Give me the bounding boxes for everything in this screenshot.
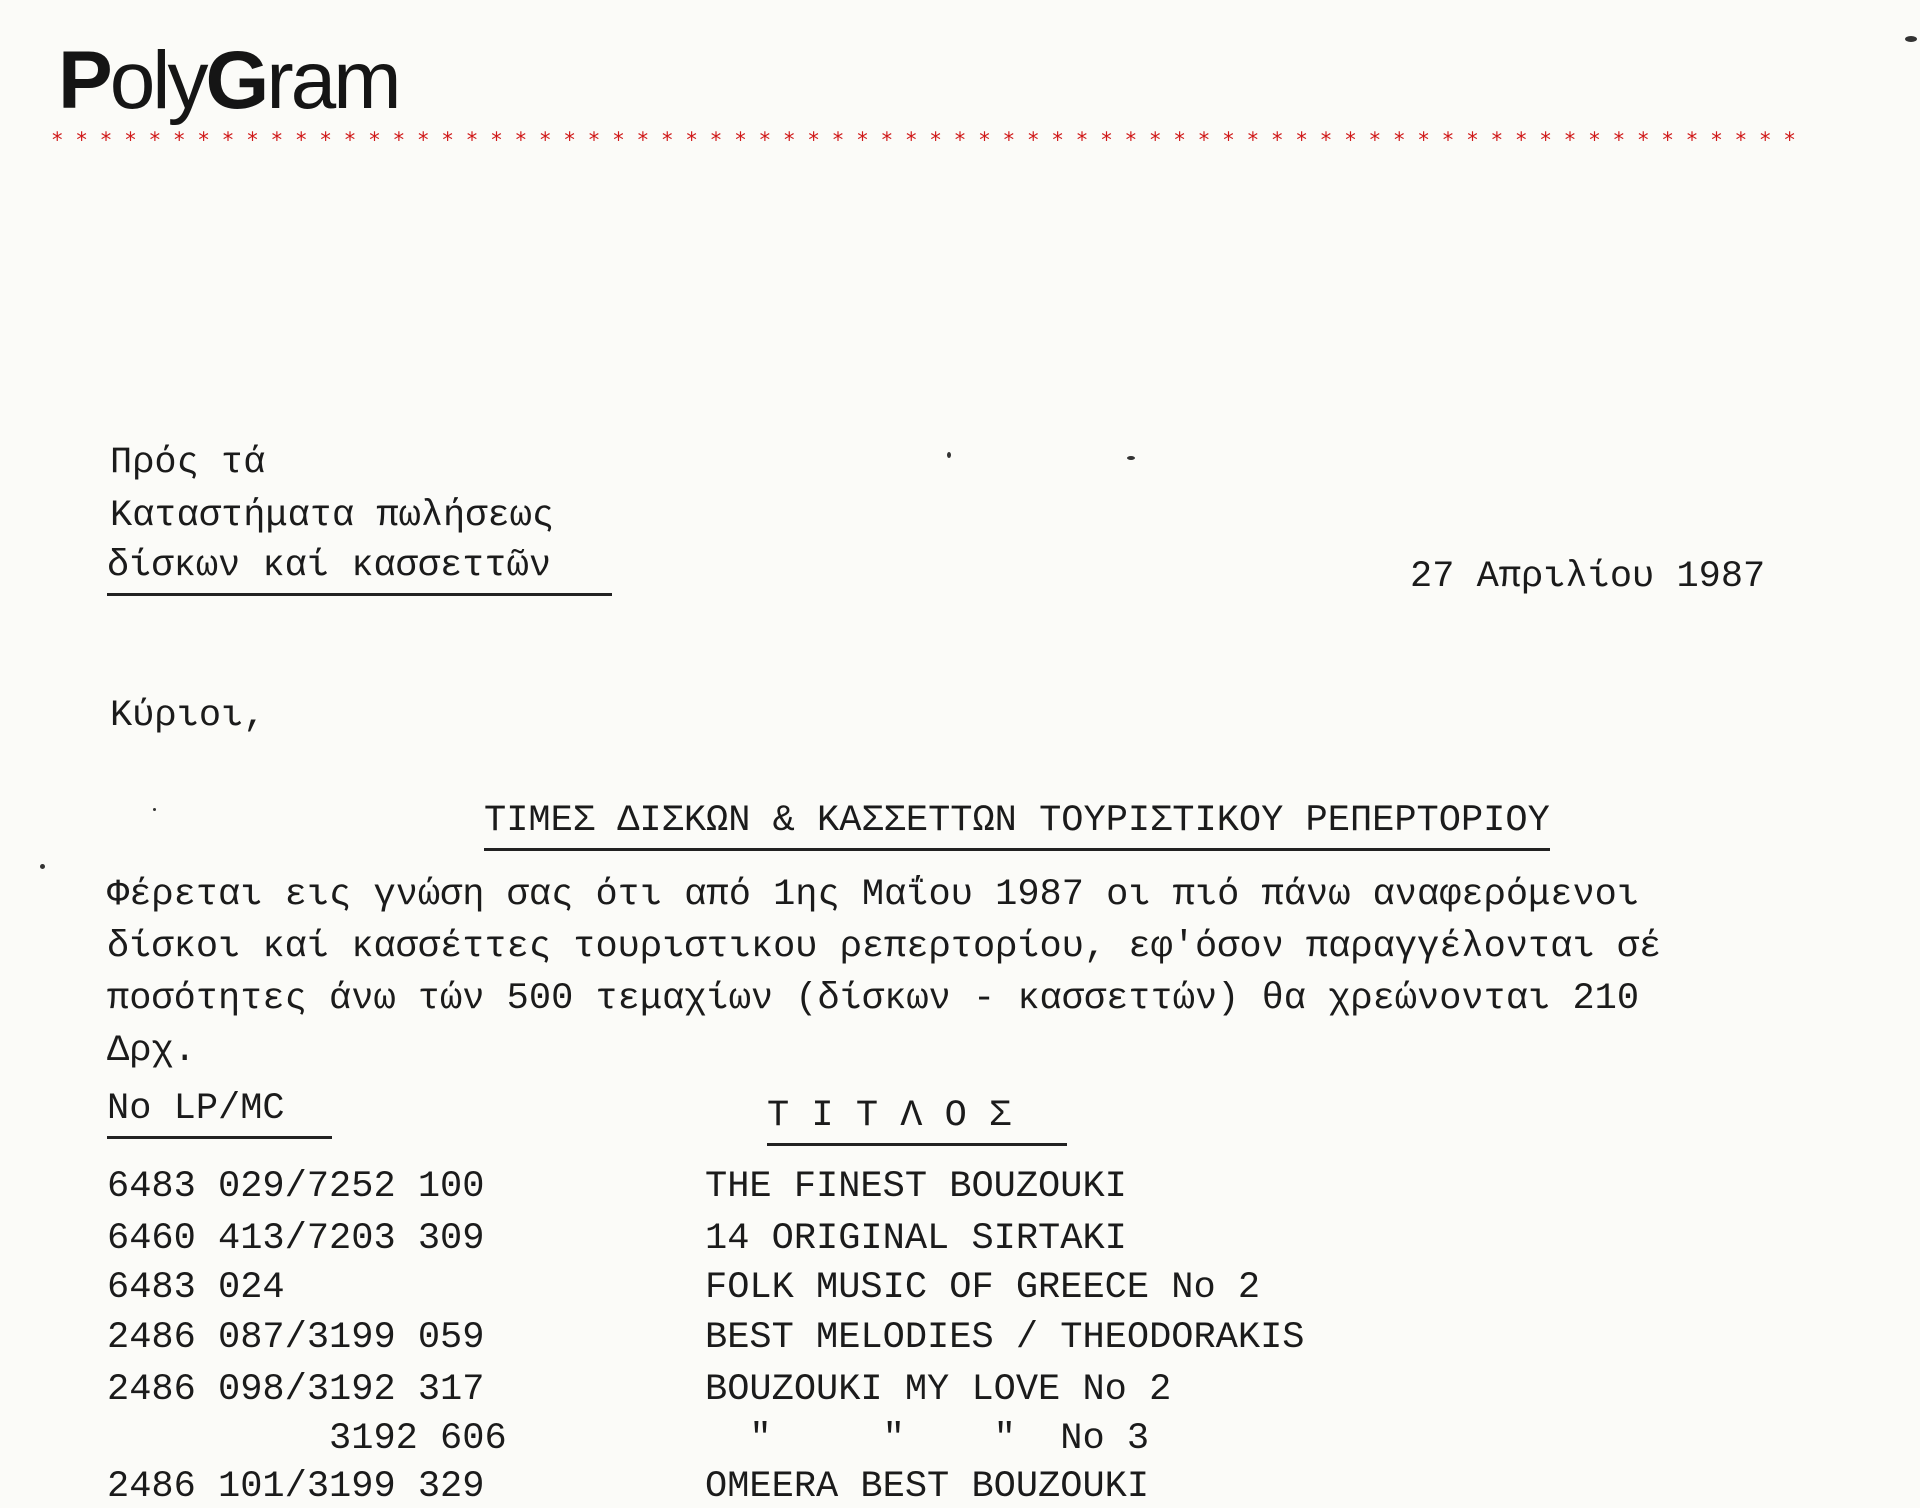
scan-speck — [1127, 456, 1135, 460]
recipient-line-2: Καταστήματα πωλήσεως — [110, 495, 555, 537]
body-line: Δρχ. — [107, 1030, 196, 1072]
red-star-divider: ************************************************************************ — [52, 128, 1809, 152]
album-title: 14 ORIGINAL SIRTAKI — [705, 1218, 1127, 1260]
catalogue-number: 6483 024 — [107, 1267, 285, 1309]
recipient-line-3: δίσκων καί κασσεττῶν — [107, 545, 612, 596]
scan-speck — [153, 808, 156, 811]
body-line: ποσότητες άνω τών 500 τεμαχίων (δίσκων - κασσεττών) θα χρεώνονται 210 — [107, 978, 1640, 1020]
letter-date: 27 Απριλίου 1987 — [1410, 556, 1766, 598]
column-header-title: Τ Ι Τ Λ Ο Σ — [767, 1095, 1067, 1146]
catalogue-number: 2486 101/3199 329 — [107, 1466, 485, 1508]
album-title: BOUZOUKI MY LOVE No 2 — [705, 1369, 1172, 1411]
letter-subject: ΤΙΜΕΣ ΔΙΣΚΩΝ & ΚΑΣΣΕΤΤΩΝ ΤΟΥΡΙΣΤΙΚΟΥ ΡΕΠΕΡΤΟΡΙΟΥ — [484, 800, 1550, 851]
album-title: " " " No 3 — [705, 1418, 1150, 1460]
catalogue-number: 2486 098/3192 317 — [107, 1369, 485, 1411]
column-header-number: No LP/MC — [107, 1088, 332, 1139]
album-title: OMEERA BEST BOUZOUKI — [705, 1466, 1150, 1508]
catalogue-number: 6460 413/7203 309 — [107, 1218, 485, 1260]
album-title: THE FINEST BOUZOUKI — [705, 1166, 1127, 1208]
greeting: Κύριοι, — [110, 695, 266, 737]
scan-speck — [40, 864, 45, 869]
letter-body — [107, 869, 1867, 1077]
scan-speck — [1905, 36, 1917, 42]
body-line: Φέρεται εις γνώση σας ότι από 1ης Μαΐου 1987 οι πιό πάνω αναφερόμενοι — [107, 874, 1640, 916]
polygram-logo: PolyGram — [58, 35, 399, 126]
catalogue-number: 2486 087/3199 059 — [107, 1317, 485, 1359]
body-line: δίσκοι καί κασσέττες τουριστικου ρεπερτορίου, εφ'όσον παραγγέλονται σέ — [107, 926, 1662, 968]
album-title: FOLK MUSIC OF GREECE No 2 — [705, 1267, 1261, 1309]
album-title: BEST MELODIES / THEODORAKIS — [705, 1317, 1305, 1359]
recipient-line-1: Πρός τά — [110, 442, 266, 484]
catalogue-number: 6483 029/7252 100 — [107, 1166, 485, 1208]
catalogue-number: 3192 606 — [107, 1418, 507, 1460]
scan-speck — [947, 452, 951, 458]
